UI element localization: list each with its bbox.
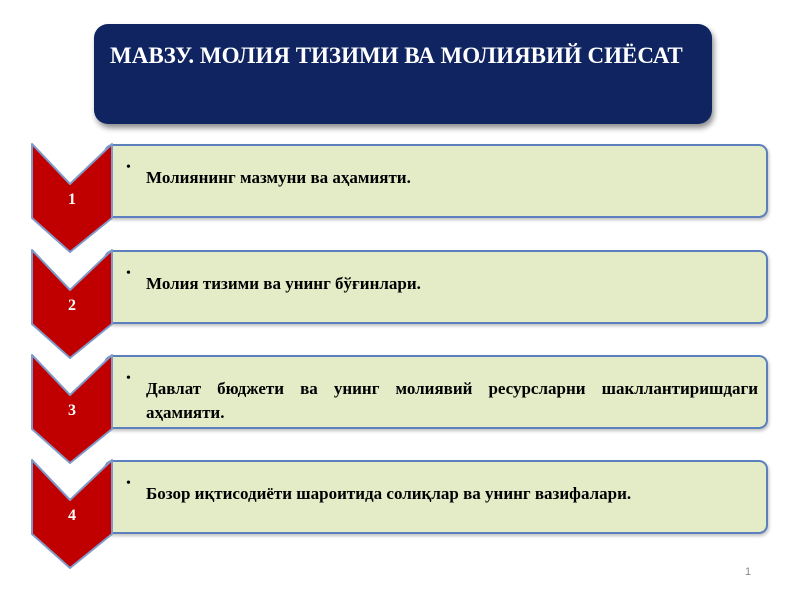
list-item xyxy=(0,458,800,570)
item-box xyxy=(104,460,768,534)
slide-title: МАВЗУ. МОЛИЯ ТИЗИМИ ВА МОЛИЯВИЙ СИЁСАТ xyxy=(94,24,712,124)
item-text: Молия тизими ва унинг бўғинлари. xyxy=(146,274,421,293)
item-box xyxy=(104,144,768,218)
item-text: Молиянинг мазмуни ва аҳамияти. xyxy=(146,168,411,187)
list-item xyxy=(0,353,800,465)
item-number: 2 xyxy=(68,297,76,314)
list-item xyxy=(0,248,800,360)
bullet-icon: • xyxy=(126,476,131,491)
bullet-icon: • xyxy=(126,371,131,386)
item-number: 1 xyxy=(68,191,76,208)
item-text: Бозор иқтисодиёти шароитида солиқлар ва унинг вазифалари. xyxy=(146,484,632,503)
item-box xyxy=(104,355,768,429)
item-text: Давлат бюджети ва унинг молиявий ресурсларни шакллантиришдаги аҳамияти. xyxy=(146,379,758,422)
item-number: 4 xyxy=(68,507,76,524)
page-number: 1 xyxy=(744,566,752,578)
bullet-icon: • xyxy=(126,266,131,281)
item-number: 3 xyxy=(68,402,76,419)
item-box xyxy=(104,250,768,324)
list-item xyxy=(0,142,800,254)
bullet-icon: • xyxy=(126,160,131,175)
